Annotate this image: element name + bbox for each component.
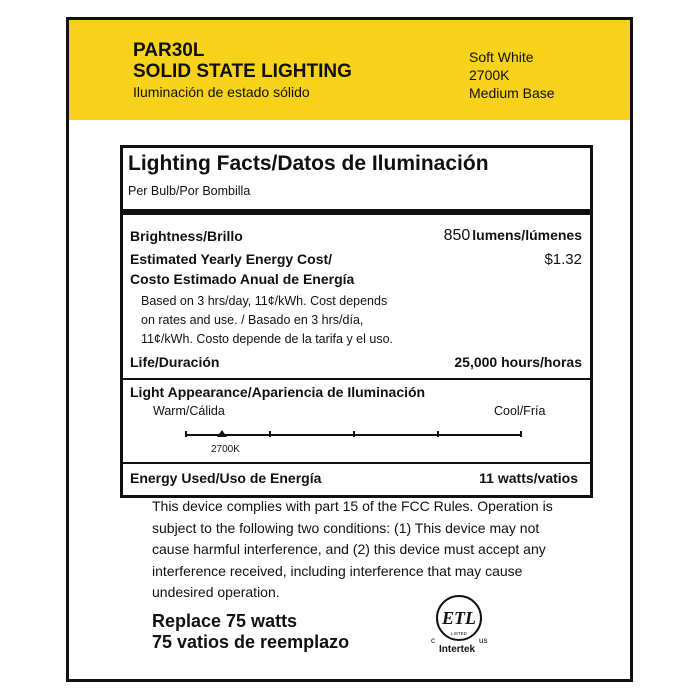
intertek-label: Intertek: [439, 644, 476, 655]
life-label: Life/Duración: [130, 354, 220, 370]
scale-tick: [353, 431, 355, 437]
listed-text: LISTED: [451, 631, 467, 636]
cost-value: $1.32: [544, 251, 582, 268]
fcc-statement: [152, 496, 562, 604]
marker-label: 2700K: [211, 444, 240, 455]
base-type: Medium Base: [469, 85, 555, 101]
bulb-specs: [469, 48, 555, 102]
replace-en: Replace 75 watts: [152, 611, 298, 631]
fcc-line: This device complies with part 15 of the FCC Rules. Operation is: [152, 498, 553, 514]
cost-note-line: Based on 3 hrs/day, 11¢/kWh. Cost depends: [141, 294, 388, 308]
etl-listed-icon: [427, 591, 491, 649]
scale-tick: [185, 431, 187, 437]
fcc-line: interference received, including interference that may cause: [152, 562, 523, 579]
scale-tick: [269, 431, 271, 437]
color-name: Soft White: [469, 49, 534, 65]
product-type: SOLID STATE LIGHTING: [133, 61, 352, 82]
appearance-label: Light Appearance/Apariencia de Iluminación: [130, 384, 426, 400]
cool-label: Cool/Fría: [494, 404, 546, 418]
thin-divider: [123, 378, 590, 380]
color-temp: 2700K: [469, 67, 510, 83]
brightness-unit: lumens/lúmenes: [472, 227, 582, 243]
fcc-line: subject to the following two conditions: (1) This device may not: [152, 519, 540, 536]
scale-tick: [437, 431, 439, 437]
scale-tick: [520, 431, 522, 437]
cost-note-line: 11¢/kWh. Costo depende de la tarifa y el uso.: [141, 332, 394, 346]
fcc-line: cause harmful interference, and (2) this device must accept any: [152, 541, 546, 557]
cost-note: [141, 292, 393, 349]
per-bulb-label: Per Bulb/Por Bombilla: [128, 184, 251, 198]
facts-title: Lighting Facts/Datos de Iluminación: [128, 152, 489, 175]
us-text: us: [479, 636, 488, 645]
product-type-es: Iluminación de estado sólido: [133, 84, 310, 100]
brightness-number: 850: [443, 227, 471, 244]
replacement-info: [152, 611, 349, 653]
cost-label-en: Estimated Yearly Energy Cost/: [130, 251, 333, 267]
color-temp-marker-icon: [217, 430, 227, 437]
brightness-value: [444, 227, 582, 245]
energy-label: Energy Used/Uso de Energía: [130, 470, 322, 486]
thin-divider: [123, 462, 590, 464]
cost-note-line: on rates and use. / Basado en 3 hrs/día,: [141, 313, 364, 327]
brightness-label: Brightness/Brillo: [130, 228, 243, 244]
product-banner: [69, 20, 630, 120]
model-name: PAR30L: [133, 40, 205, 61]
energy-value: 11 watts/vatios: [479, 470, 578, 486]
life-value: 25,000 hours/horas: [454, 354, 582, 370]
c-text: c: [431, 636, 435, 645]
etl-mark: ETL: [442, 608, 476, 628]
lighting-facts-box: [120, 145, 593, 498]
thick-divider: [123, 209, 590, 215]
cost-label-es: Costo Estimado Anual de Energía: [130, 271, 355, 287]
warm-label: Warm/Cálida: [153, 404, 225, 418]
fcc-line: undesired operation.: [152, 584, 280, 600]
label-frame: [66, 17, 633, 682]
replace-es: 75 vatios de reemplazo: [152, 632, 350, 652]
